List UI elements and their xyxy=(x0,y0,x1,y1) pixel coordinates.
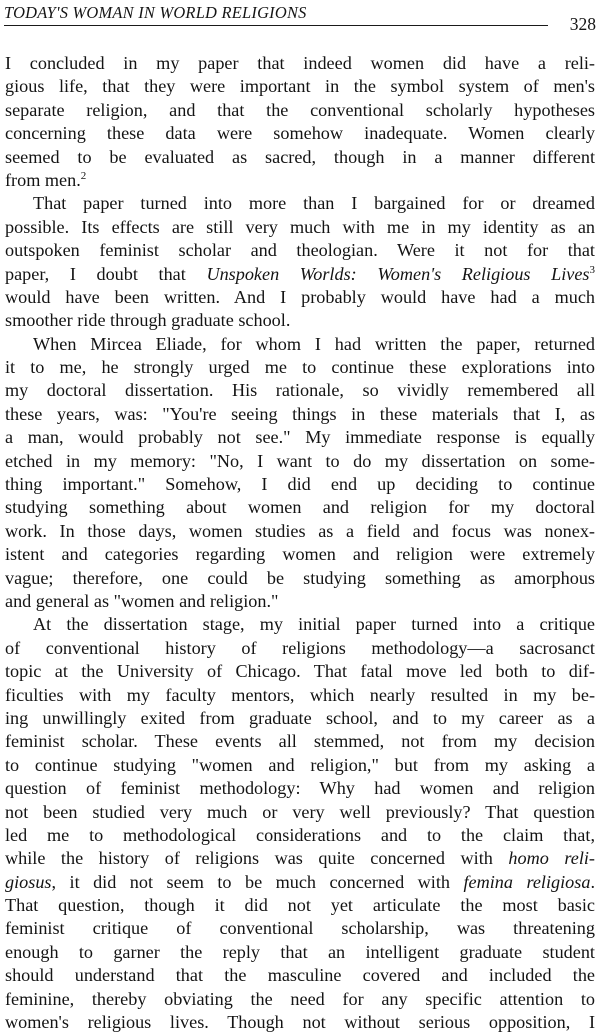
text-line xyxy=(5,824,595,847)
text-segment: should understand that the masculine covered and included the xyxy=(5,965,595,986)
text-line xyxy=(5,122,595,145)
text-line xyxy=(5,146,595,169)
text-segment: work. In those days, women studies as a field and focus was nonex- xyxy=(5,520,595,541)
header-rule xyxy=(4,25,548,26)
italic-text: femina religiosa xyxy=(463,871,591,892)
text-segment: thing important." Somehow, I did end up deciding to continue xyxy=(5,474,595,495)
footnote-marker: 2 xyxy=(80,169,87,182)
text-segment: . xyxy=(590,871,595,892)
text-segment: ing unwillingly exited from graduate school, and to my career as a xyxy=(5,707,595,728)
text-line xyxy=(5,684,595,707)
text-line xyxy=(5,496,595,519)
text-line xyxy=(5,941,595,964)
text-segment: feminine, thereby obviating the need for any specific attention to xyxy=(5,988,595,1009)
text-segment: That question, though it did not yet articulate the most basic xyxy=(5,895,595,916)
text-line xyxy=(5,754,595,777)
text-segment: of conventional history of religions methodology—a sacrosanct xyxy=(5,637,595,658)
text-line xyxy=(5,356,595,379)
text-line xyxy=(5,777,595,800)
text-line xyxy=(5,847,595,870)
text-segment: to continue studying "women and religion," but from my asking a xyxy=(5,754,595,775)
italic-text: giosus xyxy=(5,871,52,892)
text-segment: a man, would probably not see." My immediate response is equally xyxy=(5,427,595,448)
text-segment: from men. xyxy=(5,169,81,190)
text-line xyxy=(5,333,595,356)
text-segment: while the history of religions was quite concerned with xyxy=(5,848,509,869)
text-line xyxy=(5,520,595,543)
text-line xyxy=(5,590,595,613)
text-segment: women's religious lives. Though not without serious opposition, I xyxy=(5,1012,595,1033)
text-line xyxy=(5,543,595,566)
text-segment: feminist scholar. These events all stemmed, not from my decision xyxy=(5,731,595,752)
text-segment: separate religion, and that the conventional scholarly hypotheses xyxy=(5,99,595,120)
text-line xyxy=(5,216,595,239)
text-segment: smoother ride through graduate school. xyxy=(5,310,291,331)
text-segment: , it did not seem to be much concerned with xyxy=(51,871,464,892)
text-segment: and general as "women and religion." xyxy=(5,590,279,611)
text-segment: not been studied very much or very well previously? That question xyxy=(5,801,595,822)
text-segment: When Mircea Eliade, for whom I had written the paper, returned xyxy=(33,333,595,354)
text-line xyxy=(5,801,595,824)
text-segment: I concluded in my paper that indeed women did have a reli- xyxy=(5,53,595,73)
text-segment: possible. Its effects are still very much with me in my identity as an xyxy=(5,216,595,237)
text-line xyxy=(5,192,595,215)
text-segment: these years, was: "You're seeing things in these materials that I, as xyxy=(5,403,595,424)
italic-text: homo reli- xyxy=(508,848,595,869)
text-segment: seemed to be evaluated as sacred, though in a manner different xyxy=(5,146,595,167)
text-segment: outspoken feminist scholar and theologian. Were it not for that xyxy=(5,240,595,261)
text-segment: etched in my memory: "No, I want to do my dissertation on some- xyxy=(5,450,595,471)
running-title: TODAY'S WOMAN IN WORLD RELIGIONS xyxy=(4,3,307,22)
text-segment: ficulties with my faculty mentors, which nearly resulted in my be- xyxy=(5,684,595,705)
text-line xyxy=(5,637,595,660)
text-segment: gious life, that they were important in the symbol system of men's xyxy=(5,76,595,97)
text-line xyxy=(5,473,595,496)
text-segment: question of feminist methodology: Why had women and religion xyxy=(5,778,595,799)
text-line xyxy=(5,403,595,426)
text-segment: That paper turned into more than I bargained for or dreamed xyxy=(33,193,595,214)
text-line xyxy=(5,52,595,75)
text-segment: feminist critique of conventional scholarship, was threatening xyxy=(5,918,595,939)
text-line xyxy=(5,707,595,730)
text-line xyxy=(5,450,595,473)
text-segment: paper, I doubt that xyxy=(5,263,207,284)
page-number: 328 xyxy=(569,14,596,34)
text-line xyxy=(5,263,595,286)
text-line xyxy=(5,730,595,753)
text-line xyxy=(5,988,595,1011)
text-line xyxy=(5,917,595,940)
italic-text: Unspoken Worlds: Women's Religious Lives xyxy=(206,263,590,284)
footnote-marker: 3 xyxy=(589,263,595,276)
text-line xyxy=(5,75,595,98)
text-segment: led me to methodological considerations and to the claim that, xyxy=(5,824,595,845)
text-segment: concerning these data were somehow inadequate. Women clearly xyxy=(5,123,595,144)
text-line xyxy=(5,894,595,917)
text-line xyxy=(5,613,595,636)
text-line xyxy=(5,309,595,332)
text-line xyxy=(5,1011,595,1034)
text-line xyxy=(5,426,595,449)
text-segment: At the dissertation stage, my initial paper turned into a critique xyxy=(33,614,595,635)
text-segment: it to me, he strongly urged me to continue these explorations into xyxy=(5,357,595,378)
text-line xyxy=(5,239,595,262)
text-line xyxy=(5,99,595,122)
text-line xyxy=(5,964,595,987)
body-text xyxy=(5,52,595,1034)
text-line xyxy=(5,286,595,309)
text-line xyxy=(5,169,595,192)
text-line xyxy=(5,660,595,683)
text-segment: studying something about women and religion for my doctoral xyxy=(5,497,595,518)
text-segment: enough to garner the reply that an intelligent graduate student xyxy=(5,941,595,962)
text-segment: vague; therefore, one could be studying something as amorphous xyxy=(5,567,595,588)
text-line xyxy=(5,567,595,590)
text-line xyxy=(5,871,595,894)
text-segment: would have been written. And I probably would have had a much xyxy=(5,286,595,307)
text-segment: istent and categories regarding women and religion were extremely xyxy=(5,544,595,565)
text-line xyxy=(5,379,595,402)
text-segment: topic at the University of Chicago. That fatal move led both to dif- xyxy=(5,661,595,682)
running-head xyxy=(4,3,596,33)
text-segment: my doctoral dissertation. His rationale, so vividly remembered all xyxy=(5,380,595,401)
